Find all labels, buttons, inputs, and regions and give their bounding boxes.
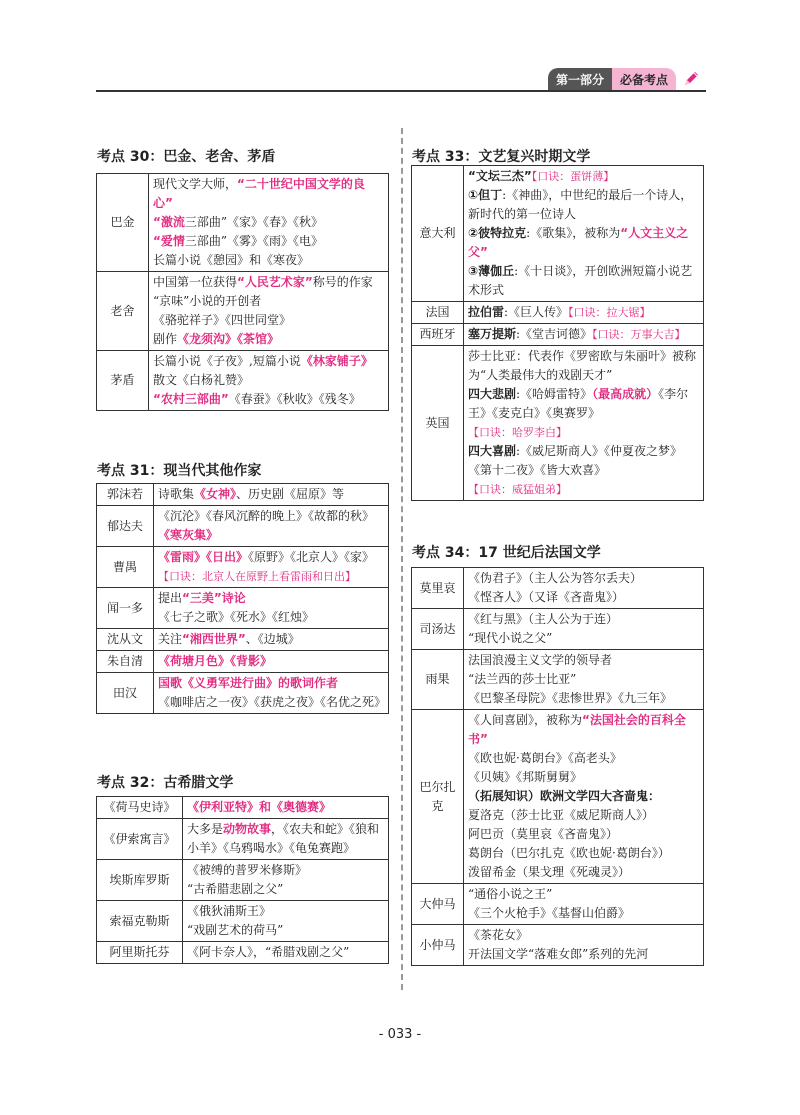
name-france: 法国	[412, 302, 464, 324]
text: 提出	[158, 591, 183, 605]
row-england	[412, 346, 704, 501]
text: 《春蚕》《秋收》《残冬》	[228, 392, 361, 406]
name-aristophanes: 阿里斯托芬	[97, 942, 183, 964]
text: 《欧也妮·葛朗台》《高老头》	[468, 751, 622, 765]
mnemonic: 【口诀：威猛姐弟】	[468, 483, 567, 496]
row-france	[412, 302, 704, 324]
text: ③薄伽丘	[468, 264, 515, 278]
name-laoshe: 老舍	[97, 272, 149, 351]
name-cao: 曹禺	[97, 547, 154, 588]
text: 《阿卡奈人》，“希腊戏剧之父”	[187, 945, 350, 959]
content-zhu	[154, 651, 389, 673]
text: :《巨人传》	[504, 305, 569, 319]
text: 《被缚的普罗米修斯》	[187, 863, 308, 877]
content-aristophanes	[183, 942, 389, 964]
text: 《人间喜剧》，被称为	[468, 713, 583, 727]
row-aeschylus	[97, 860, 389, 901]
row-shen	[97, 629, 389, 651]
name-spain: 西班牙	[412, 324, 464, 346]
highlight: 动物故事	[223, 822, 272, 836]
row-spain	[412, 324, 704, 346]
text: 三部曲”《雾》《雨》《电》	[184, 234, 324, 248]
text: ②彼特拉克	[468, 226, 527, 240]
highlight: “人民艺术家”	[237, 275, 313, 289]
highlight: “法国社会的百科全书”	[468, 713, 686, 746]
text: 泼留希金（果戈理《死魂灵》）	[468, 865, 631, 879]
header-part: 第一部分	[548, 68, 612, 91]
row-aristophanes	[97, 942, 389, 964]
name-aeschylus: 埃斯库罗斯	[97, 860, 183, 901]
name-guo: 郭沫若	[97, 484, 154, 506]
text: 《三个火枪手》《基督山伯爵》	[468, 906, 631, 920]
header-badge	[548, 68, 700, 90]
pencil-icon	[682, 70, 700, 88]
text: 现代文学大师，	[153, 177, 238, 191]
text: 《贝姨》《邦斯舅舅》	[468, 770, 583, 784]
name-italy: 意大利	[412, 166, 464, 302]
text: :《堂吉诃德》	[516, 327, 593, 341]
text: 开法国文学“落难女郎”系列的先河	[468, 947, 649, 961]
highlight: 《龙须沟》《茶馆》	[177, 332, 280, 346]
content-wen	[154, 588, 389, 629]
text: “通俗小说之王”	[468, 887, 553, 901]
text: 《悭吝人》（又译《吝啬鬼》）	[468, 590, 625, 604]
text: 《俄狄浦斯王》	[187, 904, 272, 918]
row-cao	[97, 547, 389, 588]
highlight: “农村三部曲”	[153, 392, 229, 406]
row-wen	[97, 588, 389, 629]
highlight: 《荷塘月色》《背影》	[158, 654, 273, 668]
page-number: - 033 -	[378, 1027, 422, 1042]
name-sophocles: 索福克勒斯	[97, 901, 183, 942]
row-yu	[97, 506, 389, 547]
content-balzac	[464, 710, 704, 884]
row-aesop	[97, 819, 389, 860]
text: 关注	[158, 632, 183, 646]
content-laoshe	[149, 272, 389, 351]
highlight: “人文主义之父”	[468, 226, 689, 259]
row-guo	[97, 484, 389, 506]
section-34-title: 考点 34：17 世纪后法国文学	[412, 545, 601, 561]
content-aeschylus	[183, 860, 389, 901]
table-33	[411, 165, 704, 501]
row-homer	[97, 797, 389, 819]
text: ①但丁	[468, 188, 503, 202]
text: 夏洛克（莎士比亚《威尼斯商人》）	[468, 808, 655, 822]
text: 《巴黎圣母院》《悲惨世界》《九三年》	[468, 691, 673, 705]
header-rule	[96, 90, 706, 92]
row-italy	[412, 166, 704, 302]
text: 《骆驼祥子》《四世同堂》	[153, 313, 292, 327]
name-shen: 沈从文	[97, 629, 154, 651]
highlight: 《雷雨》《日出》	[158, 550, 249, 564]
text: 《李尔王》《麦克白》《奥赛罗》	[468, 387, 689, 420]
text: 阿巴贡（莫里哀《吝啬鬼》）	[468, 827, 619, 841]
text: :《哈姆雷特》	[516, 387, 593, 401]
name-aesop: 《伊索寓言》	[97, 819, 183, 860]
name-maodun: 茅盾	[97, 351, 149, 411]
text: 四大悲剧	[468, 387, 517, 401]
text: 长篇小说《子夜》,短篇小说	[153, 354, 301, 368]
name-moliere: 莫里哀	[412, 568, 464, 609]
mnemonic: 【口诀：北京人在原野上看雷雨和日出】	[158, 570, 356, 583]
content-england	[464, 346, 704, 501]
text: 剧作	[153, 332, 178, 346]
content-france	[464, 302, 704, 324]
row-moliere	[412, 568, 704, 609]
mnemonic: 【口诀：万事大吉】	[592, 328, 686, 341]
text: “文坛三杰”	[468, 169, 532, 183]
row-hugo	[412, 650, 704, 710]
highlight: 《女神》	[194, 487, 237, 501]
highlight: “三美”诗论	[182, 591, 246, 605]
text: 法国浪漫主义文学的领导者	[468, 653, 613, 667]
content-aesop	[183, 819, 389, 860]
content-shen	[154, 629, 389, 651]
table-30	[96, 173, 389, 411]
content-guo	[154, 484, 389, 506]
text: 《原野》《北京人》《家》	[248, 550, 375, 564]
section-32-title: 考点 32：古希腊文学	[97, 775, 234, 791]
text: :《威尼斯商人》《仲夏夜之梦》《第十二夜》《皆大欢喜》	[468, 444, 683, 477]
row-stendhal	[412, 609, 704, 650]
text: 莎士比亚：代表作《罗密欧与朱丽叶》被称为“人类最伟大的戏剧天才”	[468, 349, 697, 382]
content-sophocles	[183, 901, 389, 942]
text: ，《农夫和蛇》《狼和小羊》《乌鸦喝水》《龟兔赛跑》	[187, 822, 380, 855]
row-bajin	[97, 174, 389, 272]
content-stendhal	[464, 609, 704, 650]
name-wen: 闻一多	[97, 588, 154, 629]
text: “古希腊悲剧之父”	[187, 882, 284, 896]
content-dumas	[464, 884, 704, 925]
text: 、历史剧《屈原》等	[236, 487, 345, 501]
text: :《歌集》，被称为	[526, 226, 621, 240]
text: 《茶花女》	[468, 928, 529, 942]
highlight: “激流	[153, 215, 185, 229]
highlight: “湘西世界”	[182, 632, 246, 646]
text: “法兰西的莎士比亚”	[468, 672, 577, 686]
content-italy	[464, 166, 704, 302]
text: “京味”小说的开创者	[153, 294, 262, 308]
text: 称号的作家	[312, 275, 373, 289]
text: 《七子之歌》《死水》《红烛》	[158, 610, 315, 624]
text: 大多是	[187, 822, 224, 836]
name-homer: 《荷马史诗》	[97, 797, 183, 819]
text: 《伪君子》（主人公为答尔丢夫）	[468, 571, 643, 585]
text: 拉伯雷	[468, 305, 505, 319]
text: 葛朗台（巴尔扎克《欧也妮·葛朗台》）	[468, 846, 670, 860]
section-30-title: 考点 30：巴金、老舍、茅盾	[97, 149, 276, 165]
content-dumas-fils	[464, 925, 704, 966]
highlight: 《伊利亚特》和《奥德赛》	[187, 800, 332, 814]
row-sophocles	[97, 901, 389, 942]
row-dumas-fils	[412, 925, 704, 966]
row-maodun	[97, 351, 389, 411]
section-33-title: 考点 33：文艺复兴时期文学	[412, 149, 591, 165]
content-cao	[154, 547, 389, 588]
name-balzac: 巴尔扎克	[412, 710, 464, 884]
text: 三部曲”《家》《春》《秋》	[184, 215, 324, 229]
name-yu: 郁达夫	[97, 506, 154, 547]
column-divider	[401, 128, 403, 990]
mnemonic: 【口诀：哈罗李白】	[468, 426, 567, 439]
row-balzac	[412, 710, 704, 884]
text: 《红与黑》（主人公为于连）	[468, 612, 619, 626]
text: 《咖啡店之一夜》《获虎之夜》《名优之死》	[158, 695, 387, 709]
text: :《神曲》，中世纪的最后一个诗人，新时代的第一位诗人	[468, 188, 693, 221]
row-tian	[97, 673, 389, 714]
row-laoshe	[97, 272, 389, 351]
header-title: 必备考点	[612, 68, 676, 91]
mnemonic: 【口诀：拉大锯】	[568, 306, 651, 319]
table-32	[96, 796, 389, 964]
content-homer	[183, 797, 389, 819]
text: “戏剧艺术的荷马”	[187, 923, 284, 937]
name-hugo: 雨果	[412, 650, 464, 710]
text: 塞万提斯	[468, 327, 517, 341]
text: 四大喜剧	[468, 444, 517, 458]
row-zhu	[97, 651, 389, 673]
content-yu	[154, 506, 389, 547]
highlight: “爱情	[153, 234, 185, 248]
table-34	[411, 567, 704, 966]
content-moliere	[464, 568, 704, 609]
table-31	[96, 483, 389, 714]
name-zhu: 朱自清	[97, 651, 154, 673]
highlight: 国歌《义勇军进行曲》的歌词作者	[158, 676, 339, 690]
content-tian	[154, 673, 389, 714]
name-bajin: 巴金	[97, 174, 149, 272]
text: 《沉沦》《春风沉醉的晚上》《故都的秋》	[158, 509, 375, 523]
highlight: （最高成就）	[592, 387, 659, 401]
name-england: 英国	[412, 346, 464, 501]
content-hugo	[464, 650, 704, 710]
content-maodun	[149, 351, 389, 411]
text: 中国第一位获得	[153, 275, 238, 289]
text: “现代小说之父”	[468, 631, 553, 645]
highlight: 《林家铺子》	[300, 354, 373, 368]
text: 散文《白杨礼赞》	[153, 373, 250, 387]
text: 长篇小说《憩园》和《寒夜》	[153, 253, 310, 267]
text: （拓展知识）欧洲文学四大吝啬鬼：	[468, 789, 661, 803]
name-dumas: 大仲马	[412, 884, 464, 925]
highlight: 《寒灰集》	[158, 528, 219, 542]
text: :《十日谈》，开创欧洲短篇小说艺术形式	[468, 264, 693, 297]
content-spain	[464, 324, 704, 346]
content-bajin	[149, 174, 389, 272]
section-31-title: 考点 31：现当代其他作家	[97, 463, 262, 479]
mnemonic: 【口诀：蛋饼薄】	[531, 170, 615, 183]
row-dumas	[412, 884, 704, 925]
name-dumas-fils: 小仲马	[412, 925, 464, 966]
name-tian: 田汉	[97, 673, 154, 714]
text: 、《边城》	[245, 632, 300, 646]
text: 诗歌集	[158, 487, 195, 501]
highlight: “二十世纪中国文学的良心”	[153, 177, 365, 210]
name-stendhal: 司汤达	[412, 609, 464, 650]
